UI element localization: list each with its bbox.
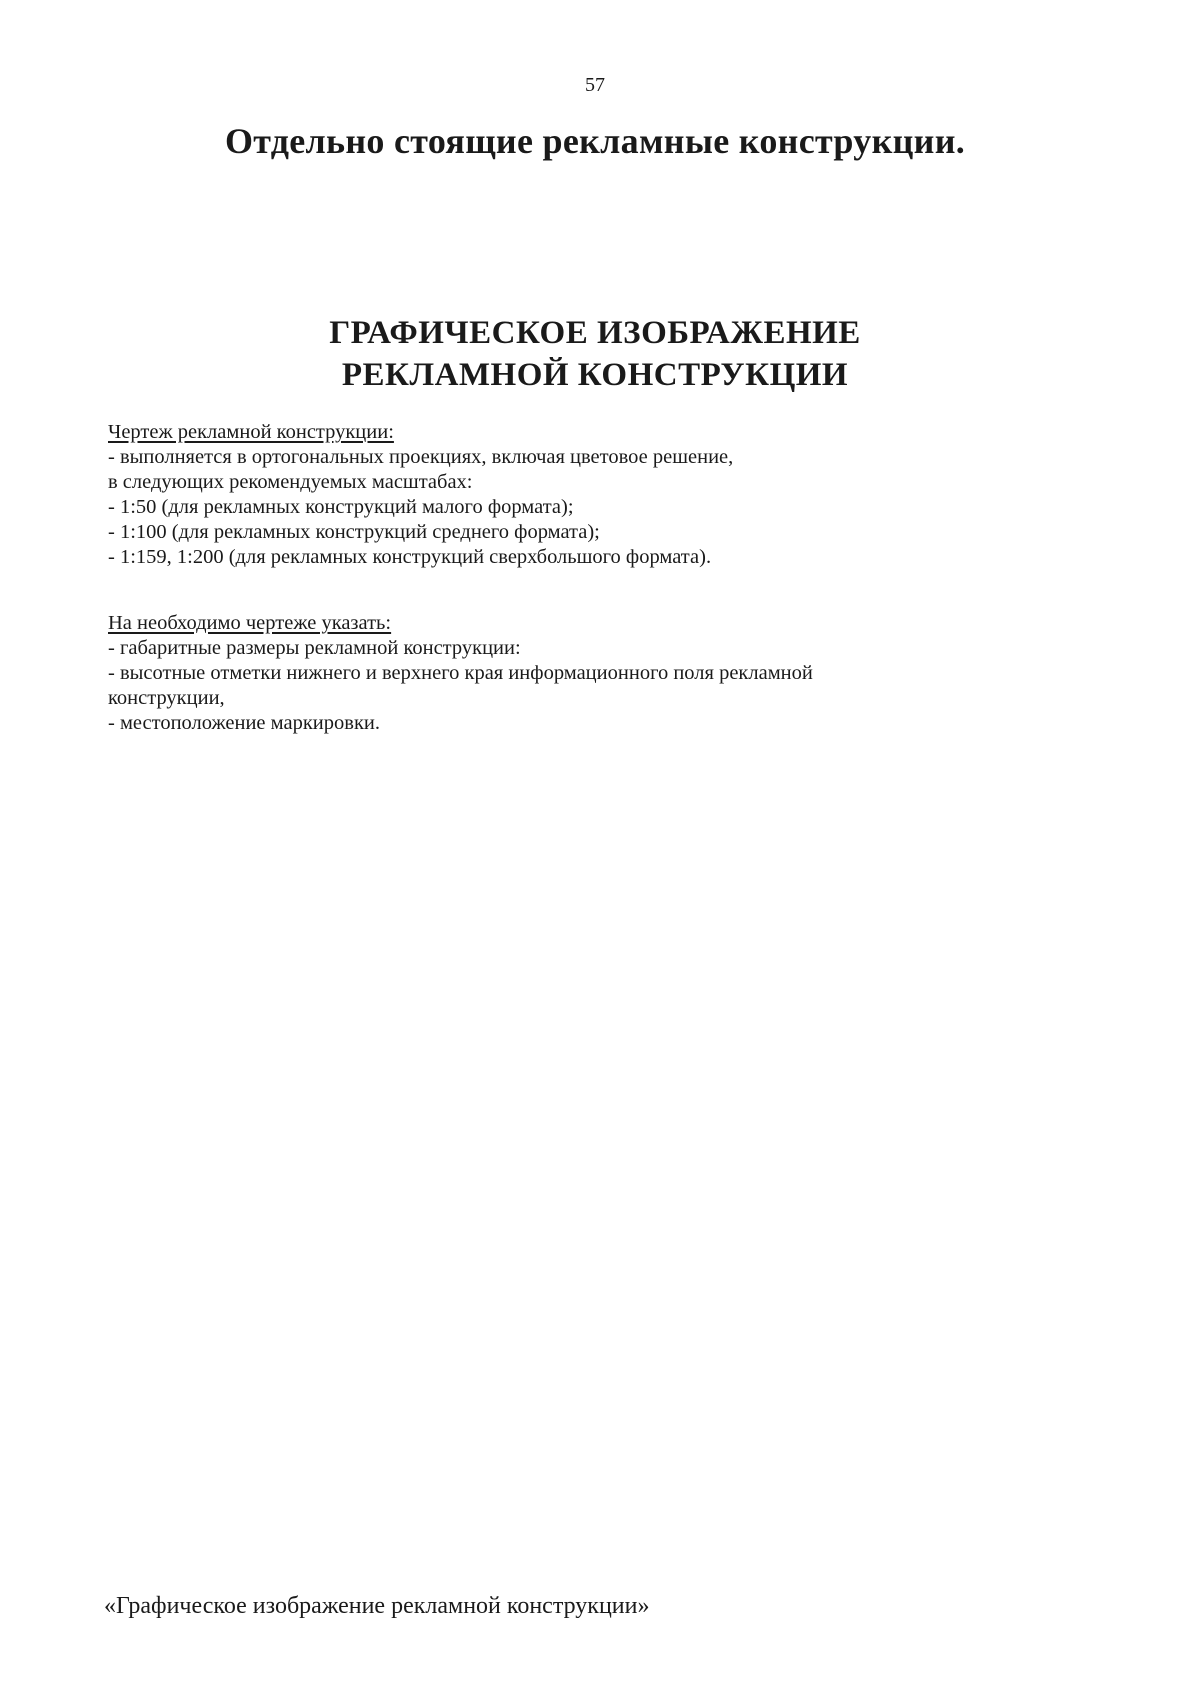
footer-caption: «Графическое изображение рекламной конструкции» bbox=[104, 1593, 650, 1619]
main-title: Отдельно стоящие рекламные конструкции. bbox=[224, 121, 966, 161]
drawing-must-show-line: - местоположение маркировки. bbox=[108, 712, 380, 734]
page-number: 57 bbox=[585, 74, 605, 96]
drawing-requirements-line: - выполняется в ортогональных проекциях, включая цветовое решение, bbox=[108, 446, 734, 468]
section-title-line-2: РЕКЛАМНОЙ КОНСТРУКЦИИ bbox=[341, 357, 849, 393]
drawing-must-show-line: конструкции, bbox=[108, 687, 225, 709]
drawing-requirements-block bbox=[108, 420, 1008, 570]
drawing-requirements-line: в следующих рекомендуемых масштабах: bbox=[108, 471, 473, 493]
drawing-must-show-block bbox=[108, 611, 1008, 736]
drawing-requirements-line: - 1:50 (для рекламных конструкций малого формата); bbox=[108, 496, 574, 518]
drawing-requirements-heading: Чертеж рекламной конструкции: bbox=[108, 421, 394, 443]
section-title-line-1: ГРАФИЧЕСКОЕ ИЗОБРАЖЕНИЕ bbox=[329, 315, 861, 351]
drawing-must-show-line: - высотные отметки нижнего и верхнего края информационного поля рекламной bbox=[108, 662, 813, 684]
drawing-must-show-heading: На необходимо чертеже указать: bbox=[108, 612, 392, 634]
drawing-must-show-line: - габаритные размеры рекламной конструкции: bbox=[108, 637, 521, 659]
drawing-requirements-line: - 1:159, 1:200 (для рекламных конструкций сверхбольшого формата). bbox=[108, 546, 712, 568]
section-title bbox=[0, 312, 1190, 396]
drawing-requirements-line: - 1:100 (для рекламных конструкций среднего формата); bbox=[108, 521, 600, 543]
